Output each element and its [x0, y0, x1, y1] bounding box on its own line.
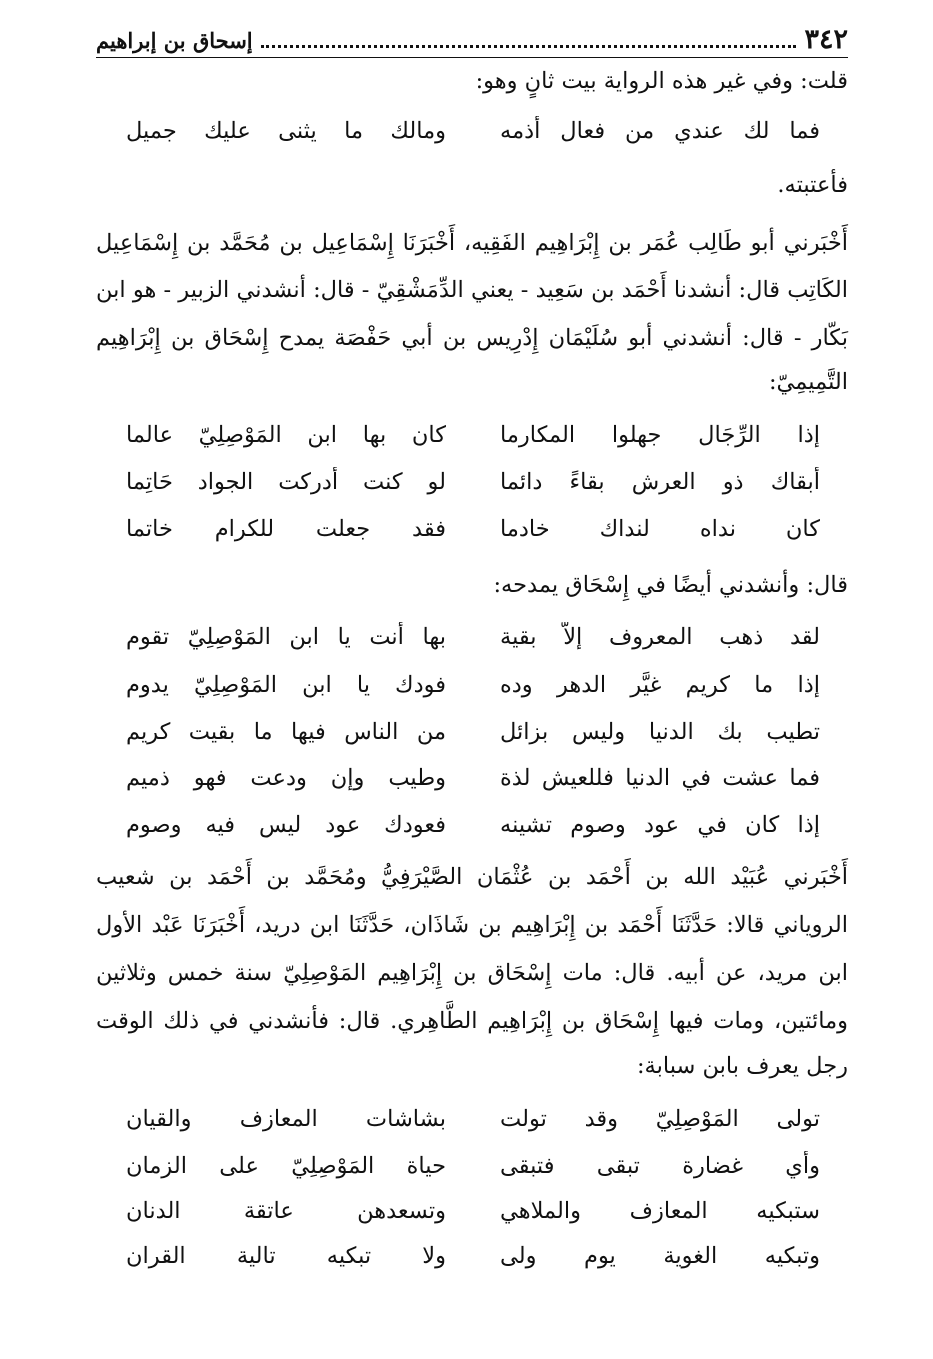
- prose-line: أَخْبَرني أبو طَالِب عُمَر بن إِبْرَاهِيم الفَقِيه، أَخْبَرَنَا إِسْمَاعِيل بن مُحَمَّد بن إِسْمَاعِيل: [96, 230, 848, 256]
- prose-line: الكَاتِب قال: أنشدنا أَحْمَد بن سَعِيد - يعني الدِّمَشْقِيّ - قال: أنشدني الزبير - هو ابن: [96, 277, 848, 303]
- prose-line: ابن مريد، عن أبيه. قال: مات إِسْحَاق بن إِبْرَاهِيم المَوْصِلِيّ سنة خمس وثلاثين: [96, 960, 848, 986]
- prose-line: قلت: وفي غير هذه الرواية بيت ثانٍ وهو:: [475, 68, 848, 94]
- prose-line: بَكّار - قال: أنشدني أبو سُلَيْمَان إِدْرِيس بن أبي حَفْصَة يمدح إِسْحَاق بن إِبْرَاهِيم: [96, 325, 848, 351]
- running-header: [96, 22, 848, 58]
- verse-second-hemistich: فعودك عود ليس فيه وصوم: [126, 812, 446, 838]
- verse-line: [96, 467, 848, 501]
- verse-second-hemistich: بها أنت يا ابن المَوْصِلِيّ تقوم: [126, 624, 446, 650]
- prose-line: الروياني قالا: حَدَّثَنَا أَحْمَد بن إِبْرَاهِيم بن شَاذَان، حَدَّثَنَا ابن دريد، أَخْبَرَنَا عَبْد الأول: [96, 912, 848, 938]
- verse-first-hemistich: فما لك عندي من فعال أذمه: [500, 118, 820, 144]
- verse-second-hemistich: كان بها ابن المَوْصِلِيّ عالما: [126, 422, 446, 448]
- verse-first-hemistich: كان نداه لنداك خادما: [500, 516, 820, 542]
- verse-first-hemistich: تطيب بك الدنيا وليس بزائل: [500, 719, 820, 745]
- verse-first-hemistich: ستبكيه المعازف والملاهي: [500, 1198, 820, 1224]
- page-number: ٣٤٢: [804, 24, 848, 55]
- verse-second-hemistich: فقد جعلت للكرام خاتما: [126, 516, 446, 542]
- prose-line: أَخْبَرني عُبَيْد الله بن أَحْمَد بن عُثْمَان الصَّيْرَفِيُّ ومُحَمَّد بن أَحْمَد بن شعيب: [96, 864, 848, 890]
- verse-first-hemistich: تولى المَوْصِلِيّ وقد تولت: [500, 1106, 820, 1132]
- verse-first-hemistich: إذا الرِّجَال جهلوا المكارما: [500, 422, 820, 448]
- verse-line: [96, 810, 848, 844]
- verse-second-hemistich: فودك يا ابن المَوْصِلِيّ يدوم: [126, 672, 446, 698]
- verse-second-hemistich: وتسعدهن عاتقة الدنان: [126, 1198, 446, 1224]
- verse-second-hemistich: حياة المَوْصِلِيّ على الزمان: [126, 1153, 446, 1179]
- verse-second-hemistich: وطيب وإن ودعت فهو ذميم: [126, 765, 446, 791]
- verse-first-hemistich: فما عشت في الدنيا فللعيش لذة: [500, 765, 820, 791]
- verse-first-hemistich: إذا كان في عود وصوم تشينه: [500, 812, 820, 838]
- verse-second-hemistich: ومالك ما يثنى عليك جميل: [126, 118, 446, 144]
- verse-line: [96, 116, 848, 150]
- verse-line: [96, 1241, 848, 1275]
- prose-line: رجل يعرف بابن سبابة:: [636, 1053, 848, 1079]
- prose-line: قال: وأنشدني أيضًا في إِسْحَاق يمدحه:: [493, 572, 848, 598]
- verse-second-hemistich: من الناس فيها ما بقيت كريم: [126, 719, 446, 745]
- verse-first-hemistich: لقد ذهب المعروف إلاّ بقية: [500, 624, 820, 650]
- verse-line: [96, 670, 848, 704]
- running-title: إسحاق بن إبراهيم: [96, 28, 253, 53]
- verse-line: [96, 1151, 848, 1185]
- verse-second-hemistich: ولا تبكيه تالية القران: [126, 1243, 446, 1269]
- verse-line: [96, 1104, 848, 1138]
- verse-first-hemistich: إذا ما كريم غيَّر الدهر وده: [500, 672, 820, 698]
- prose-line: فأعتبته.: [777, 172, 848, 198]
- prose-line: ومائتين، ومات فيها إِسْحَاق بن إِبْرَاهِيم الطَّاهِري. قال: فأنشدني في ذلك الوقت: [96, 1008, 848, 1034]
- verse-line: [96, 622, 848, 656]
- verse-first-hemistich: وتبكيه الغوية يوم ولى: [500, 1243, 820, 1269]
- header-leader-dots: [261, 45, 797, 48]
- verse-second-hemistich: لو كنت أدركت الجواد حَاتِما: [126, 469, 446, 495]
- verse-first-hemistich: أبقاك ذو العرش بقاءً دائما: [500, 469, 820, 495]
- verse-line: [96, 514, 848, 548]
- prose-line: التَّمِيمِيّ:: [768, 369, 848, 395]
- verse-line: [96, 763, 848, 797]
- verse-line: [96, 1196, 848, 1230]
- verse-line: [96, 420, 848, 454]
- verse-line: [96, 717, 848, 751]
- verse-second-hemistich: بشاشات المعازف والقيان: [126, 1106, 446, 1132]
- verse-first-hemistich: وأي غضارة تبقى فتبقى: [500, 1153, 820, 1179]
